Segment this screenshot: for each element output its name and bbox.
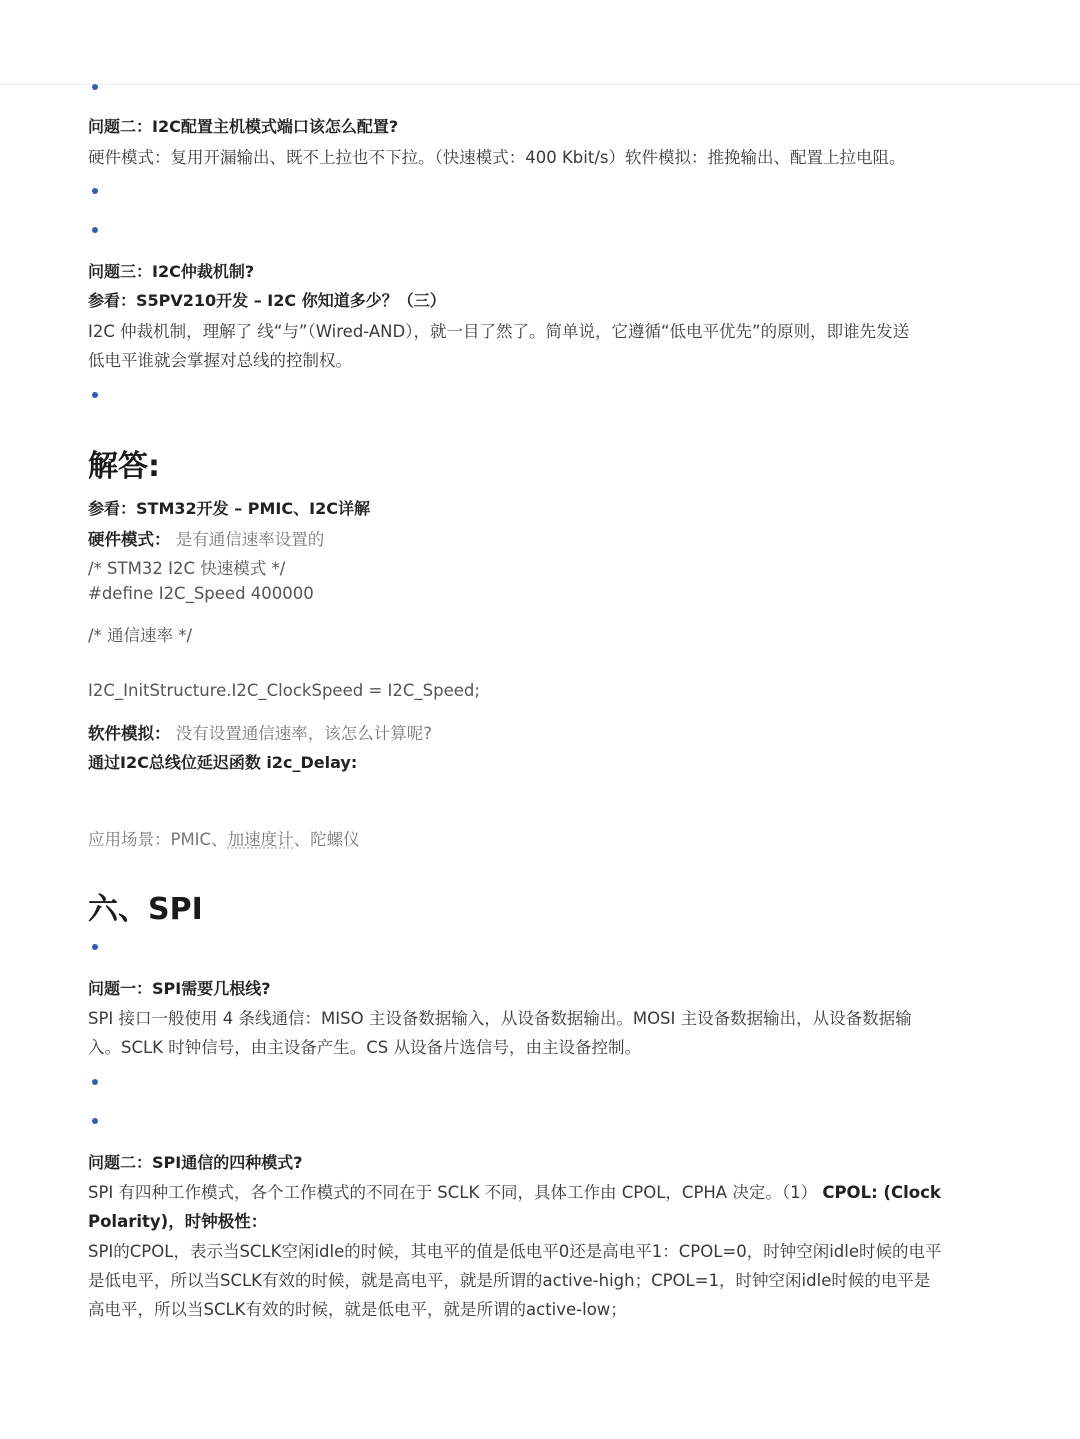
list-bullet <box>92 944 98 950</box>
hardware-label: 硬件模式： <box>88 530 171 549</box>
code-clock-speed: I2C_InitStructure.I2C_ClockSpeed = I2C_Speed; <box>88 681 480 700</box>
cpol-paragraph-line-1: SPI的CPOL，表示当SCLK空闲idle的时候，其电平的值是低电平0还是高电平1：CPOL=0，时钟空闲idle时候的电平 <box>88 1242 942 1261</box>
question-3-body-line-1: I2C 仲裁机制，理解了 线“与”（Wired-AND），就一目了然了。简单说，它遵循“低电平优先”的原则，即谁先发送 <box>88 322 910 341</box>
top-divider <box>0 84 1080 85</box>
list-bullet <box>92 188 98 194</box>
list-bullet <box>92 1079 98 1085</box>
spi-question-2-title: 问题二：SPI通信的四种模式? <box>88 1153 303 1172</box>
answer-heading: 解答: <box>88 449 160 484</box>
list-bullet <box>92 84 98 90</box>
cpol-paragraph-line-2: 是低电平，所以当SCLK有效的时候，就是高电平，就是所谓的active-high；CPOL=1，时钟空闲idle时候的电平是 <box>88 1271 931 1290</box>
cpol-heading-part-2: Polarity)，时钟极性： <box>88 1212 268 1231</box>
hardware-text: 是有通信速率设置的 <box>175 530 325 549</box>
spi-question-1-body-line-2: 入。SCLK 时钟信号，由主设备产生。CS 从设备片选信号，由主设备控制。 <box>88 1038 641 1057</box>
answer-reference: 参看：STM32开发 – PMIC、I2C详解 <box>88 499 370 518</box>
software-label: 软件模拟： <box>88 724 171 743</box>
application-label: 应用场景：PMIC、 <box>88 830 228 849</box>
code-comment-fast-mode: /* STM32 I2C 快速模式 */ <box>88 559 286 578</box>
question-3-title: 问题三：I2C仲裁机制? <box>88 262 255 281</box>
answer-software-line <box>88 720 432 744</box>
cpol-heading-part-1: CPOL: (Clock <box>822 1183 941 1202</box>
list-bullet <box>92 392 98 398</box>
answer-hardware-line <box>88 526 324 550</box>
question-2-body: 硬件模式：复用开漏输出、既不上拉也不下拉。（快速模式：400 Kbit/s）软件模拟：推挽输出、配置上拉电阻。 <box>88 148 906 167</box>
spi-question-1-body-line-1: SPI 接口一般使用 4 条线通信：MISO 主设备数据输入，从设备数据输出。MOSI 主设备数据输出，从设备数据输 <box>88 1009 912 1028</box>
question-3-reference: 参看：S5PV210开发 – I2C 你知道多少？（三） <box>88 291 446 310</box>
list-bullet <box>92 1118 98 1124</box>
application-gyroscope: 陀螺仪 <box>310 830 360 849</box>
spi-question-1-title: 问题一：SPI需要几根线? <box>88 979 271 998</box>
software-text: 没有设置通信速率，该怎么计算呢? <box>175 724 433 743</box>
code-define-speed: #define I2C_Speed 400000 <box>88 584 314 603</box>
spi-question-2-body-line-1 <box>88 1179 941 1203</box>
spi-heading: 六、SPI <box>88 892 203 927</box>
question-2-title: 问题二：I2C配置主机模式端口该怎么配置? <box>88 117 399 136</box>
application-separator: 、 <box>293 830 311 849</box>
application-line <box>88 826 360 850</box>
question-3-body-line-2: 低电平谁就会掌握对总线的控制权。 <box>88 351 352 370</box>
cpol-paragraph-line-3: 高电平，所以当SCLK有效的时候，就是低电平，就是所谓的active-low； <box>88 1300 627 1319</box>
list-bullet <box>92 227 98 233</box>
spi-modes-text: SPI 有四种工作模式，各个工作模式的不同在于 SCLK 不同，具体工作由 CPOL，CPHA 决定。（1） <box>88 1183 818 1202</box>
delay-function-line: 通过I2C总线位延迟函数 i2c_Delay: <box>88 753 358 772</box>
application-link-accelerometer[interactable]: 加速度计 <box>227 830 294 849</box>
code-comment-rate: /* 通信速率 */ <box>88 626 193 645</box>
